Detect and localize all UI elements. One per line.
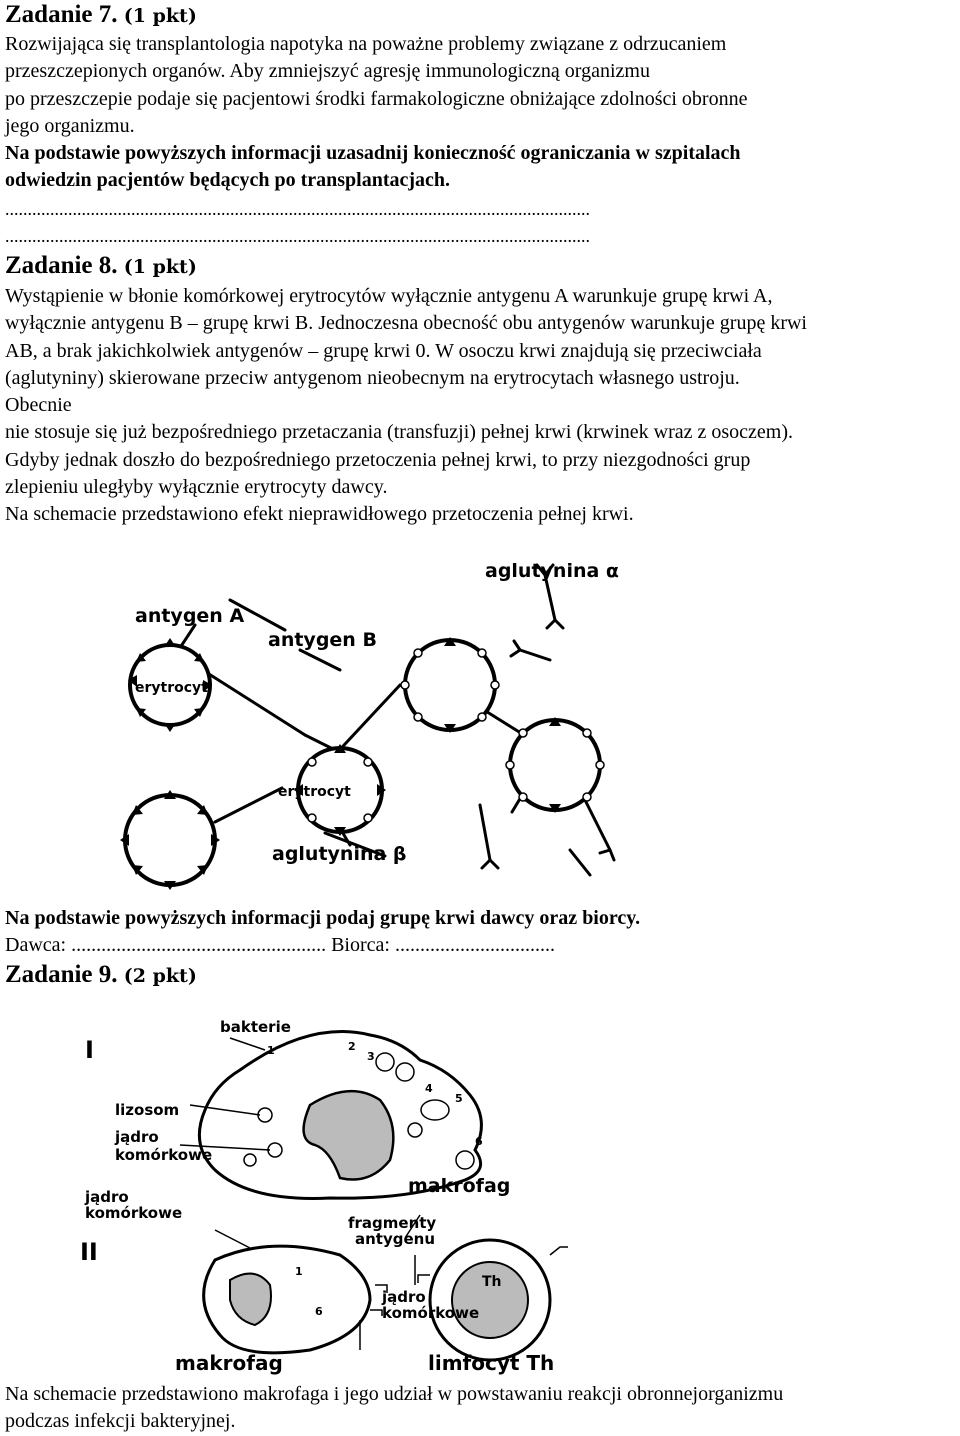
label-makrofag-1: makrofag	[408, 1175, 511, 1197]
zadanie-7-points: (1 pkt)	[123, 5, 197, 27]
label-fragmenty: fragmenty	[348, 1214, 437, 1232]
answer-line[interactable]: ..................................................................................................................................	[5, 226, 590, 246]
zadanie-9-heading	[5, 962, 957, 989]
macrophage-diagram	[70, 1010, 630, 1380]
text-line: przeszczepionych organów. Aby zmniejszyć agresję immunologiczną organizmu	[5, 60, 650, 83]
zadanie-8-heading	[5, 253, 957, 280]
zadanie-8-title: Zadanie 8.	[5, 252, 118, 279]
text-line: Gdyby jednak doszło do bezpośredniego przetoczenia pełnej krwi, to przy niezgodności grup	[5, 448, 751, 471]
step-number: 2	[348, 1040, 356, 1053]
biorca-answer-field[interactable]: ................................	[394, 934, 555, 957]
label-limfocyt-th: limfocyt Th	[428, 1351, 555, 1375]
zadanie-7-text	[5, 31, 957, 195]
label-aglutynina-beta: aglutynina β	[272, 843, 407, 865]
label-jadro-3: jądro	[382, 1288, 426, 1306]
agglutination-diagram	[100, 550, 660, 900]
label-lizosom: lizosom	[115, 1101, 180, 1119]
text-line: (aglutyniny) skierowane przeciw antygenom nieobecnym na erytrocytach własnego ustroju.	[5, 366, 740, 389]
label-bakterie: bakterie	[220, 1018, 291, 1036]
step-number: 5	[455, 1092, 463, 1105]
label-makrofag-2: makrofag	[175, 1351, 283, 1375]
label-erytrocyt-1: erytrocyt	[135, 680, 208, 696]
text-line: po przeszczepie podaje się pacjentowi środki farmakologiczne obniżające zdolności obronne	[5, 87, 748, 110]
text-line: Obecnie	[5, 394, 72, 417]
step-number: 6	[315, 1305, 323, 1318]
text-line: nie stosuje się już bezpośredniego przetaczania (transfuzji) pełnej krwi (krwinek wraz z osoczem).	[5, 421, 793, 444]
text-line: wyłącznie antygenu B – grupę krwi B. Jednoczesna obecność obu antygenów warunkuje grupę krwi	[5, 312, 807, 335]
text-line: AB, a brak jakichkolwiek antygenów – grupę krwi 0. W osoczu krwi znajdują się przeciwciała	[5, 339, 762, 362]
step-number: 1	[295, 1265, 303, 1278]
label-antygen-a: antygen A	[135, 605, 245, 627]
step-number: 1	[267, 1044, 275, 1057]
zadanie-9-points: (2 pkt)	[123, 965, 197, 987]
label-jadro-1: jądro	[115, 1128, 159, 1146]
zadanie-7-heading	[5, 2, 957, 29]
label-antygen-b: antygen B	[268, 629, 377, 651]
label-jadro-2: jądro	[85, 1188, 129, 1206]
dawca-label: Dawca:	[5, 934, 67, 957]
answer-row	[5, 932, 957, 959]
text-line: jego organizmu.	[5, 114, 135, 137]
dawca-answer-field[interactable]: ...................................................	[71, 934, 327, 957]
zadanie-9-caption	[5, 1381, 957, 1436]
text-line: Na schemacie przedstawiono efekt nieprawidłowego przetoczenia pełnej krwi.	[5, 503, 634, 526]
label-komorkowe-3: komórkowe	[382, 1304, 480, 1322]
answer-line[interactable]: ..................................................................................................................................	[5, 199, 590, 219]
label-antygenu: antygenu	[355, 1230, 436, 1248]
section-I-label: I	[85, 1036, 94, 1064]
label-erytrocyt-2: erytrocyt	[278, 784, 351, 800]
caption-line: podczas infekcji bakteryjnej.	[5, 1410, 236, 1433]
biorca-label: Biorca:	[331, 934, 390, 957]
section-II-label: II	[80, 1238, 98, 1266]
zadanie-8-question-block	[5, 905, 957, 960]
zadanie-9-title: Zadanie 9.	[5, 961, 118, 988]
zadanie-7-title: Zadanie 7.	[5, 1, 118, 28]
text-line: zlepieniu uległyby wyłącznie erytrocyty dawcy.	[5, 476, 388, 499]
zadanie-8-points: (1 pkt)	[123, 256, 197, 278]
step-number: 4	[425, 1082, 433, 1095]
text-line: Rozwijająca się transplantologia napotyka na poważne problemy związane z odrzucaniem	[5, 33, 727, 55]
step-number: 3	[367, 1050, 375, 1063]
label-komorkowe-2: komórkowe	[85, 1204, 183, 1222]
label-komorkowe-1: komórkowe	[115, 1146, 213, 1164]
caption-line: Na schemacie przedstawiono makrofaga i jego udział w powstawaniu reakcji obronnejorganizmu	[5, 1383, 784, 1405]
question-line: Na podstawie powyższych informacji uzasadnij konieczność ograniczania w szpitalach	[5, 142, 741, 165]
label-th: Th	[482, 1274, 502, 1290]
question-line: odwiedzin pacjentów będących po transplantacjach.	[5, 169, 451, 192]
step-number: 6	[475, 1135, 483, 1148]
question-line: Na podstawie powyższych informacji podaj grupę krwi dawcy oraz biorcy.	[5, 907, 641, 929]
text-line: Wystąpienie w błonie komórkowej erytrocytów wyłącznie antygenu A warunkuje grupę krwi A,	[5, 285, 773, 307]
zadanie-8-text	[5, 283, 957, 529]
label-aglutynina-alpha: aglutynina α	[485, 560, 619, 582]
